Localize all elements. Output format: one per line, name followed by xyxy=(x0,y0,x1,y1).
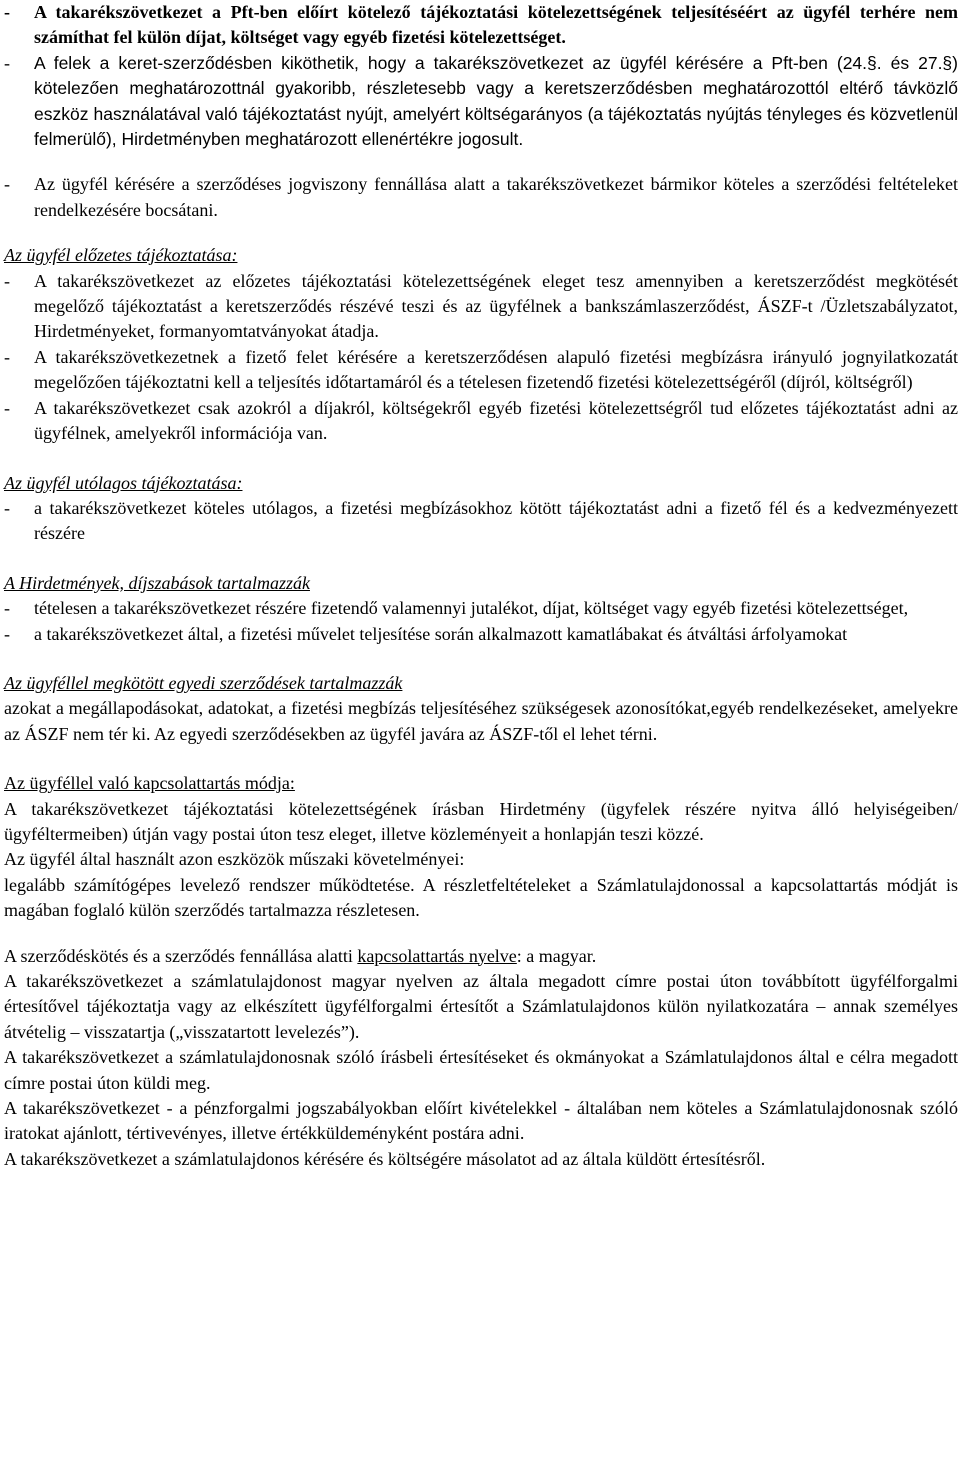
list-item xyxy=(4,596,958,621)
list-item-text: tételesen a takarékszövetkezet részére fizetendő valamennyi jutalékot, díjat, költséget vagy egyéb fizetési kötelezettséget, xyxy=(34,598,909,619)
list-item xyxy=(4,496,958,547)
bullet-dash: - xyxy=(4,623,10,644)
paragraph: A takarékszövetkezet tájékoztatási kötelezettségének írásban Hirdetmény (ügyfelek részére nyitva álló helyiségeiben/ügyféltermeiben) útján vagy postai úton tesz eleget, illetve közleményeit a honlapján teszi közzé. xyxy=(4,798,958,844)
section-heading-prior-info: Az ügyfél előzetes tájékoztatása: xyxy=(4,245,238,266)
language-label: kapcsolattartás nyelve xyxy=(357,945,517,966)
list-item xyxy=(4,345,958,396)
bullet-dash: - xyxy=(4,397,10,418)
paragraph: A takarékszövetkezet a számlatulajdonos kérésére és költségére másolatot ad az általa küldött értesítésről. xyxy=(4,1148,766,1169)
list-item-text: A takarékszövetkezetnek a fizető felet kérésére a keretszerződésen alapuló fizetési megbízásra irányuló jognyilatkozatát megelőzően tájékoztatni kell a teljesítés időtartamáról és a tételesen fizetendő fizetési kötelezettségéről (díjról, költségről) xyxy=(34,346,958,393)
language-prefix: A szerződéskötés és a szerződés fennállása alatti xyxy=(4,945,358,966)
paragraph: Az ügyfél által használt azon eszközök műszaki követelményei: xyxy=(4,849,465,870)
list-item xyxy=(4,269,958,345)
list-item-text: a takarékszövetkezet által, a fizetési művelet teljesítése során alkalmazott kamatlábakat és átváltási árfolyamokat xyxy=(34,623,848,644)
paragraph: legalább számítógépes levelező rendszer működtetése. A részletfeltételeket a Számlatulajdonossal a kapcsolattartás módját is magában foglaló külön szerződés tartalmazza részletesen. xyxy=(4,874,958,921)
paragraph: azokat a megállapodásokat, adatokat, a fizetési megbízás teljesítéséhez szükségesek azonosítókat,egyéb rendelkezéseket, amelyekre az ÁSZF nem tér ki. Az egyedi szerződésekben az ügyfél javára az ÁSZF-től el lehet térni. xyxy=(4,698,958,744)
bullet-dash: - xyxy=(4,598,10,619)
paragraph-language xyxy=(4,944,958,969)
bullet-dash: - xyxy=(4,174,10,195)
list-item-text: Az ügyfél kérésére a szerződéses jogviszony fennállása alatt a takarékszövetkezet bármikor köteles a szerződési feltételeket rendelkezésére bocsátani. xyxy=(34,174,958,220)
bullet-dash: - xyxy=(4,270,10,291)
paragraph: A takarékszövetkezet a számlatulajdonost magyar nyelven az általa megadott címre postai úton továbbított ügyfélforgalmi értesítővel tájékoztatja vagy az elkészített ügyfélforgalmi értesítőt a Számlatulajdonos külön nyilatkozatára – annak személyes átvételig – visszatartja („visszatartott levelezés”). xyxy=(4,971,958,1042)
paragraph: A takarékszövetkezet - a pénzforgalmi jogszabályokban előírt kivételekkel - általában nem köteles a Számlatulajdonosnak szóló iratokat ajánlott, tértivevényes, illetve értékküldeményként postára adni. xyxy=(4,1098,958,1144)
list-item-text: A takarékszövetkezet csak azokról a díjakról, költségekről egyéb fizetési kötelezettségről tud előzetes tájékoztatást adni az ügyfélnek, amelyekről információja van. xyxy=(34,397,958,444)
list-item-text: A takarékszövetkezet az előzetes tájékoztatási kötelezettségének eleget tesz amennyiben a keretszerződést megkötését megelőző tájékoztatást a keretszerződés részévé teszi és az ügyfélnek a bankszámlaszerződést, ÁSZF-t /Üzletszabályzatot, Hirdetményeket, formanyomtatványokat átadja. xyxy=(34,270,958,342)
section-heading-individual-contracts: Az ügyféllel megkötött egyedi szerződések tartalmazzák xyxy=(4,672,403,693)
bullet-dash: - xyxy=(4,497,10,518)
language-suffix: : a magyar. xyxy=(516,945,597,966)
list-item xyxy=(4,622,958,647)
list-item xyxy=(4,396,958,447)
list-item-text: A takarékszövetkezet a Pft-ben előírt kötelező tájékoztatási kötelezettségének teljesítéséért az ügyfél terhére nem számíthat fel külön díjat, költséget vagy egyéb fizetési kötelezettséget. xyxy=(34,2,958,48)
list-item xyxy=(4,51,958,153)
bullet-dash: - xyxy=(4,52,10,73)
list-item-text: A felek a keret-szerződésben kiköthetik, hogy a takarékszövetkezet az ügyfél kérésére a Pft-ben (24.§. és 27.§) kötelezően meghatározottnál gyakoribb, részletesebb vagy a keretszerződésben meghatározottól eltérő távközlő eszköz használatával való tájékoztatást nyújt, amelyért költségarányos (a tájékoztatás nyújtás tényleges és közvetlenül felmerülő), Hirdetményben meghatározott ellenértékre jogosult. xyxy=(34,52,958,150)
list-item xyxy=(4,0,958,51)
section-heading-announcements: A Hirdetmények, díjszabások tartalmazzák xyxy=(4,572,310,593)
bullet-dash: - xyxy=(4,2,10,22)
paragraph: A takarékszövetkezet a számlatulajdonosnak szóló írásbeli értesítéseket és okmányokat a Számlatulajdonos által e célra megadott címre postai úton küldi meg. xyxy=(4,1047,958,1093)
list-item-text: a takarékszövetkezet köteles utólagos, a fizetési megbízásokhoz kötött tájékoztatást adni a fizető fél és a kedvezményezett részére xyxy=(34,497,958,544)
list-item xyxy=(4,172,958,223)
section-heading-post-info: Az ügyfél utólagos tájékoztatása: xyxy=(4,472,243,493)
section-heading-contact: Az ügyféllel való kapcsolattartás módja: xyxy=(4,773,295,794)
bullet-dash: - xyxy=(4,346,10,367)
